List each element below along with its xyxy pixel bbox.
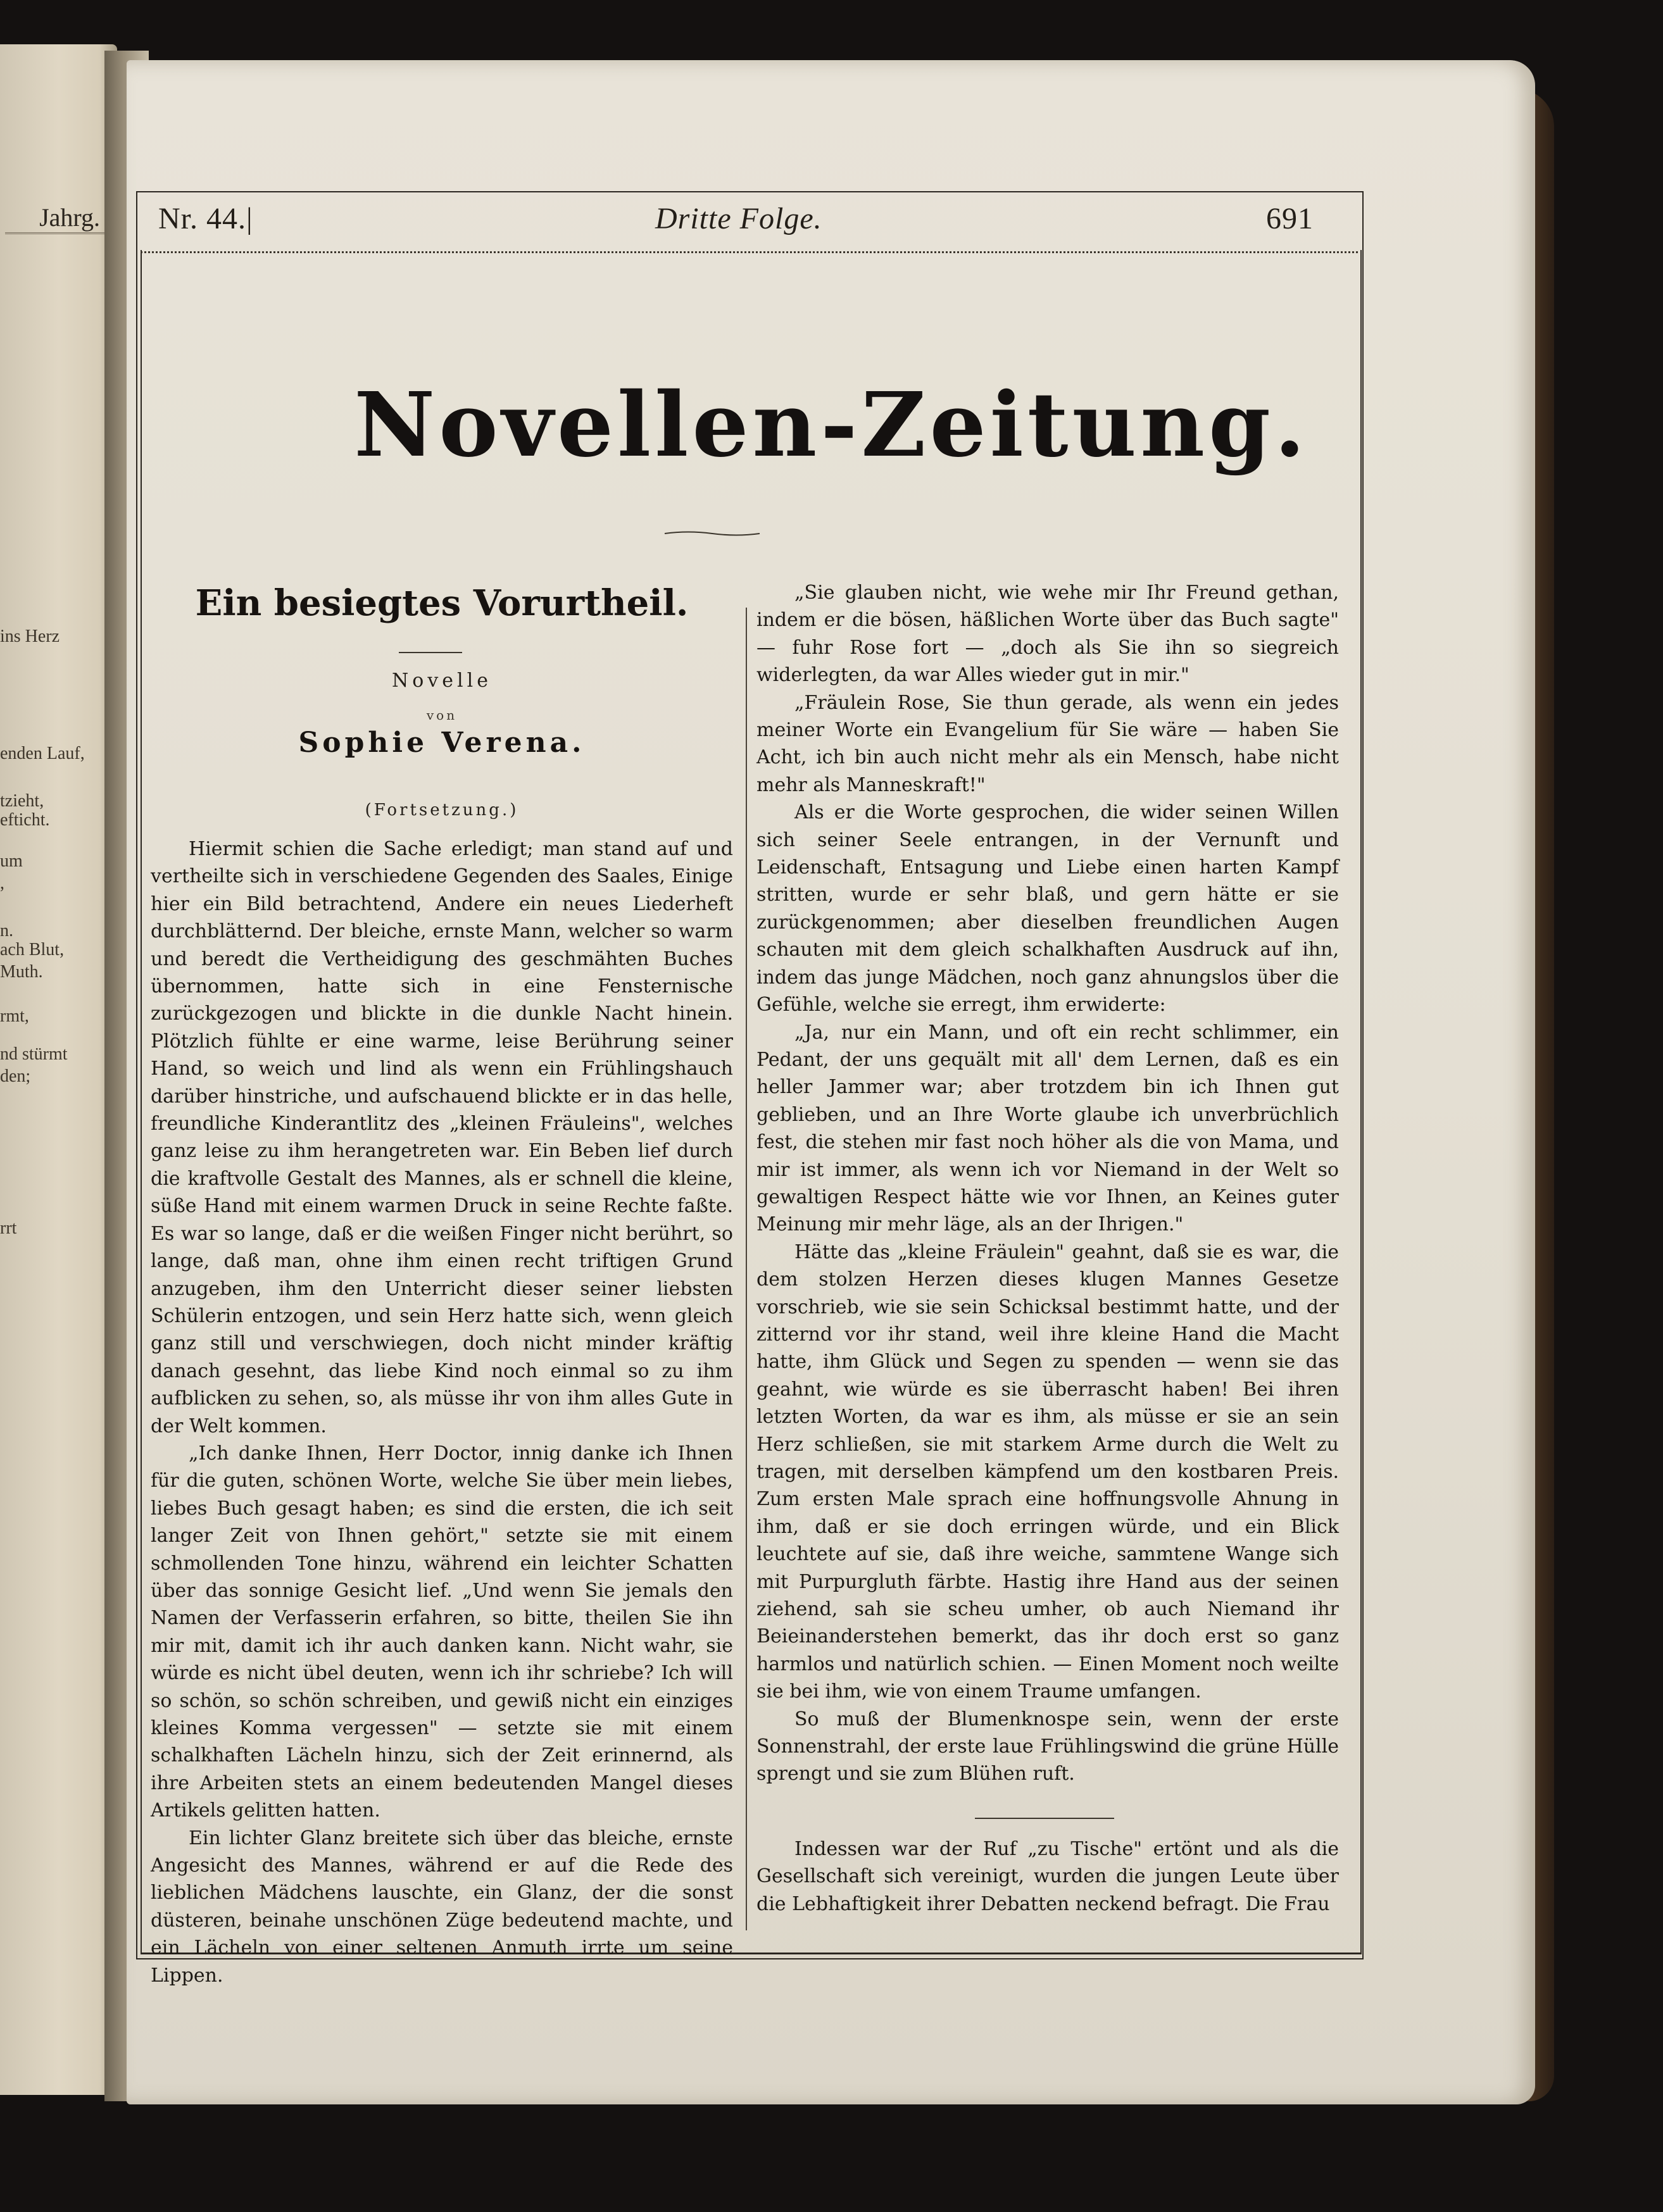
right-text-column <box>756 579 1339 1788</box>
left-fragment: um <box>0 851 23 871</box>
series-label: Dritte Folge. <box>655 202 822 235</box>
left-fragment: n. <box>0 921 13 940</box>
left-fragment: rmt, <box>0 1006 29 1026</box>
left-fragment: rrt <box>0 1218 17 1238</box>
section-divider <box>975 1818 1114 1819</box>
right-text-column-continued <box>756 1835 1339 1918</box>
page-number: 691 <box>1266 202 1314 235</box>
paragraph: So muß der Blumenknospe sein, wenn der erste Sonnenstrahl, der erste laue Frühlingswind die grüne Hülle sprengt und sie zum Blühen ruft. <box>756 1708 1339 1785</box>
paragraph: Hiermit schien die Sache erledigt; man stand auf und vertheilte sich in verschiedene Gegenden des Saales, Einige hier ein Bild betrachtend, Andere ein neues Liederheft durchblätternd. Der bleiche, ernste Mann, welcher so warm und beredt die Vertheidigung des geschmähten Buches übernommen, hatte sich in eine Fensternische zurückgezogen und blickte in die dunkle Nacht hinein. Plötzlich fühlte er eine warme, leise Berührung seiner Hand, so weich und lind als wenn ein Frühlingshauch darüber hinstriche, und aufschauend blickte er in das helle, freundliche Kinderantlitz des „kleinen Fräuleins", welches ganz leise zu ihm herangetreten war. Ein Beben lief durch die kraftvolle Gestalt des Mannes, als er schnell die kleine, süße Hand mit einem warmen Druck in seine Rechte faßte. Es war so lange, daß er die weißen Finger nicht berührt, so lange, daß man, ohne ihm einen recht triftigen Grund anzugeben, ihm den Unterricht dieser seiner liebsten Schülerin entzogen, und sein Herz hatte sich, wenn gleich ganz still und verschwiegen, doch nicht minder kräftig danach gesehnt, das liebe Kind noch einmal so zu ihm aufblicken zu sehen, so, als müsse ihr von ihm alles Gute in der Welt kommen. <box>151 838 733 1437</box>
left-fragment: nd stürmt <box>0 1044 68 1064</box>
left-fragment: Muth. <box>0 962 43 982</box>
paragraph: Ein lichter Glanz breitete sich über das bleiche, ernste Angesicht des Mannes, während er auf die Rede des lieblichen Mädchens lauschte, ein Glanz, der die sonst düsteren, beinahe unschönen Züge bedeutend machte, und ein Lächeln von einer seltenen Anmuth irrte um seine Lippen. <box>151 1827 733 1987</box>
paragraph: „Sie glauben nicht, wie wehe mir Ihr Freund gethan, indem er die bösen, häßlichen Worte über das Buch sagte" — fuhr Rose fort — „doch als Sie ihn so siegreich widerlegten, da war Alles wieder gut in mir." <box>756 582 1339 687</box>
left-fragment: ach Blut, <box>0 940 65 959</box>
column-rule <box>746 608 747 1930</box>
masthead-title: Novellen-Zeitung. <box>354 373 1309 477</box>
story-title: Ein besiegtes Vorurtheil. <box>195 582 689 624</box>
left-fragment: den; <box>0 1066 31 1086</box>
story-genre: Novelle <box>392 670 492 692</box>
left-fragment: ins Herz <box>0 627 60 646</box>
paragraph: Indessen war der Ruf „zu Tische" ertönt und als die Gesellschaft sich vereinigt, wurden die jungen Leute über die Lebhaftigkeit ihrer Debatten neckend befragt. Die Frau <box>756 1838 1339 1915</box>
left-page-edge <box>0 44 117 2095</box>
left-fragment: efticht. <box>0 810 50 830</box>
story-author: Sophie Verena. <box>298 727 586 759</box>
title-rule <box>399 652 462 653</box>
issue-number: Nr. 44.| <box>158 202 253 235</box>
left-page-header: Jahrg. <box>5 203 105 234</box>
left-text-column <box>151 835 733 1989</box>
paragraph: „Ja, nur ein Mann, und oft ein recht schlimmer, ein Pedant, der uns gequält mit all' dem Lernen, daß es ein heller Jammer war; aber trotzdem bin ich Ihnen gut geblieben, und an Ihre Worte glaube ich unverbrüchlich fest, die stehen mir fast noch höher als die von Mama, und mir ist immer, als wenn ich vor Niemand in der Welt so gewaltigen Respect hätte wie vor Ihnen, an Keines guter Meinung mir mehr läge, als an der Ihrigen." <box>756 1021 1339 1236</box>
header-rule <box>141 251 1358 253</box>
paragraph: Als er die Worte gesprochen, die wider seinen Willen sich seiner Seele entrangen, in der Vernunft und Leidenschaft, Entsagung und Liebe einen harten Kampf stritten, wurde er sehr blaß, und gern hätte er sie zurückgenommen; aber dieselben freundlichen Augen schauten mit dem gleich schalkhaften Ausdruck auf ihn, indem das junge Mädchen, noch ganz ahnungslos über die Gefühle, welche sie erregt, ihm erwiderte: <box>756 801 1339 1016</box>
paragraph: „Fräulein Rose, Sie thun gerade, als wenn ein jedes meiner Worte ein Evangelium für Sie wäre — haben Sie Acht, ich bin auch nicht mehr als ein Mensch, habe nicht mehr als Manneskraft!" <box>756 691 1339 796</box>
byline-von: von <box>426 708 458 723</box>
left-fragment: , <box>0 873 4 893</box>
paragraph: „Ich danke Ihnen, Herr Doctor, innig danke ich Ihnen für die guten, schönen Worte, welche Sie über mein liebes, liebes Buch gesagt haben; es sind die ersten, die ich seit langer Zeit von Ihnen gehört," setzte sie mit einem schmollenden Tone hinzu, während ein leichter Schatten über das sonnige Gesicht lief. „Und wenn Sie jemals den Namen der Verfasserin erfahren, so bitte, theilen Sie ihn mir mit, damit ich ihr auch danken kann. Nicht wahr, sie würde es nicht übel deuten, wenn ich ihr schriebe? Ich will so schön, so schön schreiben, und gewiß nicht ein einziges kleines Komma vergessen" — setzte sie mit einem schalkhaften Lächeln hinzu, sich der Zeit erinnernd, als ihre Arbeiten stets an einem bedeutenden Mangel dieses Artikels gelitten hatten. <box>151 1442 733 1822</box>
ornament-rule <box>665 530 760 537</box>
left-fragment: tzieht, <box>0 791 44 811</box>
left-fragment: enden Lauf, <box>0 744 85 763</box>
continuation-note: (Fortsetzung.) <box>365 801 519 820</box>
paragraph: Hätte das „kleine Fräulein" geahnt, daß sie es war, die dem stolzen Herzen dieses klugen Mannes Gesetze vorschrieb, wie sie sein Schicksal bestimmt hatte, und der zitternd vor ihr stand, weil ihre kleine Hand die Macht hatte, ihm Glück und Segen zu spenden — wenn sie das geahnt, wie würde es sie überrascht haben! Bei ihren letzten Worten, da war es ihm, als müsse er sie an sein Herz schließen, sie mit starkem Arme durch die Welt zu tragen, mit derselben kämpfend um den kostbaren Preis. Zum ersten Male sprach eine hoffnungsvolle Ahnung in ihm, daß er sie doch erringen würde, und ein Blick leuchtete auf sie, daß ihre weiche, sammtene Wange sich mit Purpurgluth färbte. Hastig ihre Hand aus der seinen ziehend, sah sie scheu umher, ob auch Niemand ihr Beieinanderstehen bemerkt, das ihr doch erst so ganz harmlos und natürlich schien. — Einen Moment noch weilte sie bei ihm, wie von einem Traume umfangen. <box>756 1240 1339 1703</box>
